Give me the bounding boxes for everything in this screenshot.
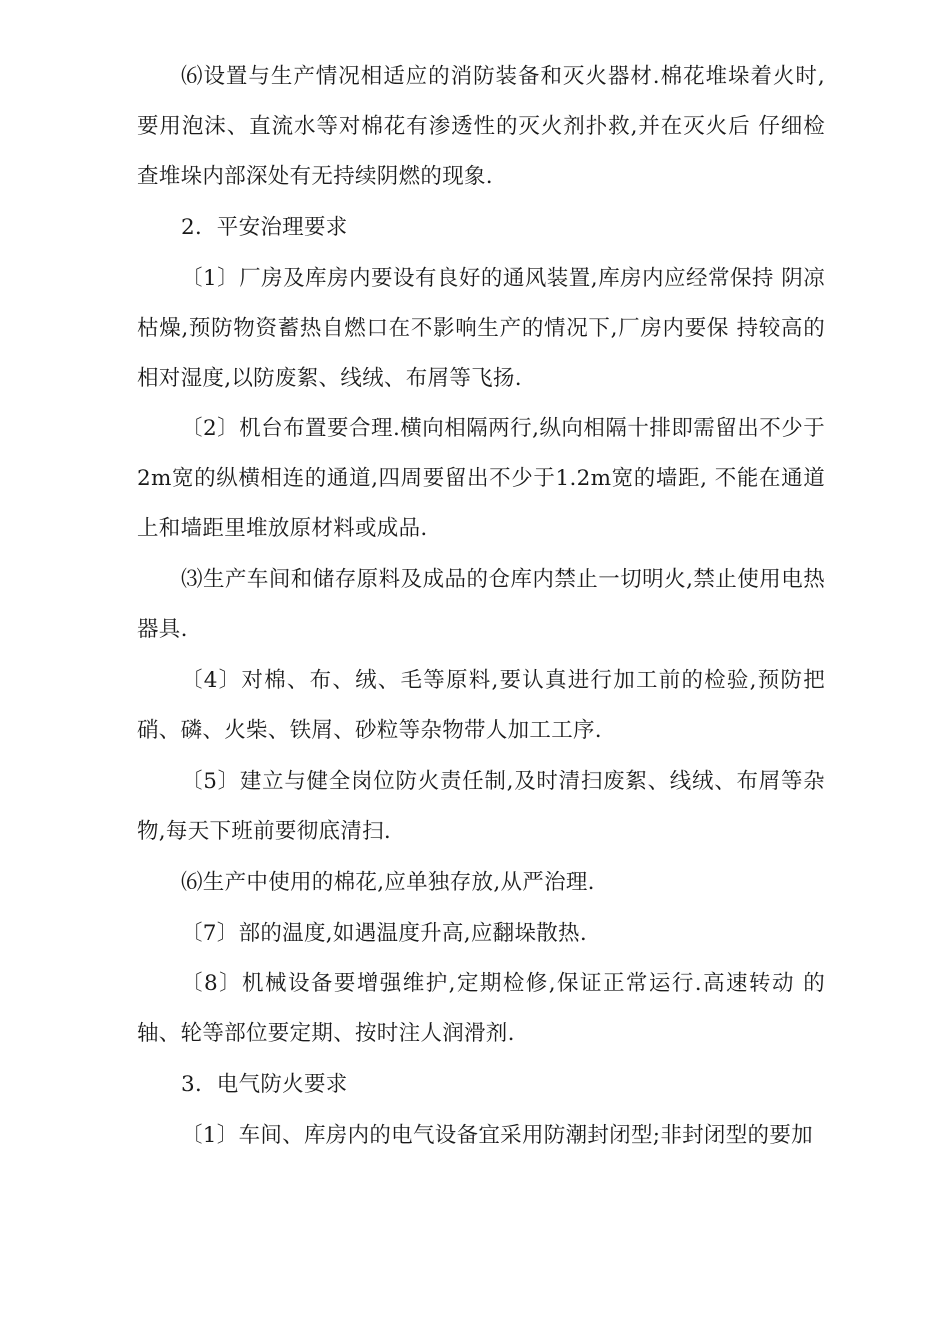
section-heading-safety-management: 2．平安治理要求 <box>181 215 348 240</box>
paragraph-item-7-temperature: 〔7〕部的温度,如遇温度升高,应翻垛散热. <box>181 921 587 946</box>
paragraph-item-5-responsibility: 〔5〕建立与健全岗位防火责任制,及时清扫废絮、线绒、布屑等杂物,每天下班前要彻底清扫. <box>137 769 825 844</box>
section-heading-electrical-fire: 3．电气防火要求 <box>181 1072 348 1097</box>
paragraph-item-4-material-inspection: 〔4〕对棉、布、绒、毛等原料,要认真进行加工前的检验,预防把硝、磷、火柴、铁屑、砂粒等杂物带人加工工序. <box>137 668 825 743</box>
paragraph-electrical-item-1: 〔1〕车间、库房内的电气设备宜采用防潮封闭型;非封闭型的要加 <box>181 1123 813 1148</box>
paragraph-fire-equipment: ⑹设置与生产情况相适应的消防装备和灭火器材.棉花堆垛着火时,要用泡沫、直流水等对棉花有渗透性的灭火剂扑救,并在灭火后 仔细检查堆垛内部深处有无持续阴燃的现象. <box>137 64 825 189</box>
paragraph-item-6-cotton-storage: ⑹生产中使用的棉花,应单独存放,从严治理. <box>181 870 595 895</box>
paragraph-item-8-maintenance: 〔8〕机械设备要增强维护,定期检修,保证正常运行.高速转动 的轴、轮等部位要定期、按时注人润滑剂. <box>137 971 825 1046</box>
paragraph-item-1-ventilation: 〔1〕厂房及库房内要设有良好的通风装置,库房内应经常保持 阴凉枯燥,预防物资蓄热自燃口在不影响生产的情况下,厂房内要保 持较高的相对湿度,以防废絮、线绒、布屑等飞扬. <box>137 266 825 391</box>
paragraph-item-2-machine-layout: 〔2〕机台布置要合理.横向相隔两行,纵向相隔十排即需留出不少于2m宽的纵横相连的通道,四周要留出不少于1.2m宽的墙距, 不能在通道上和墙距里堆放原材料或成品. <box>137 416 825 541</box>
paragraph-item-3-no-open-flame: ⑶生产车间和储存原料及成品的仓库内禁止一切明火,禁止使用电热器具. <box>137 567 825 642</box>
